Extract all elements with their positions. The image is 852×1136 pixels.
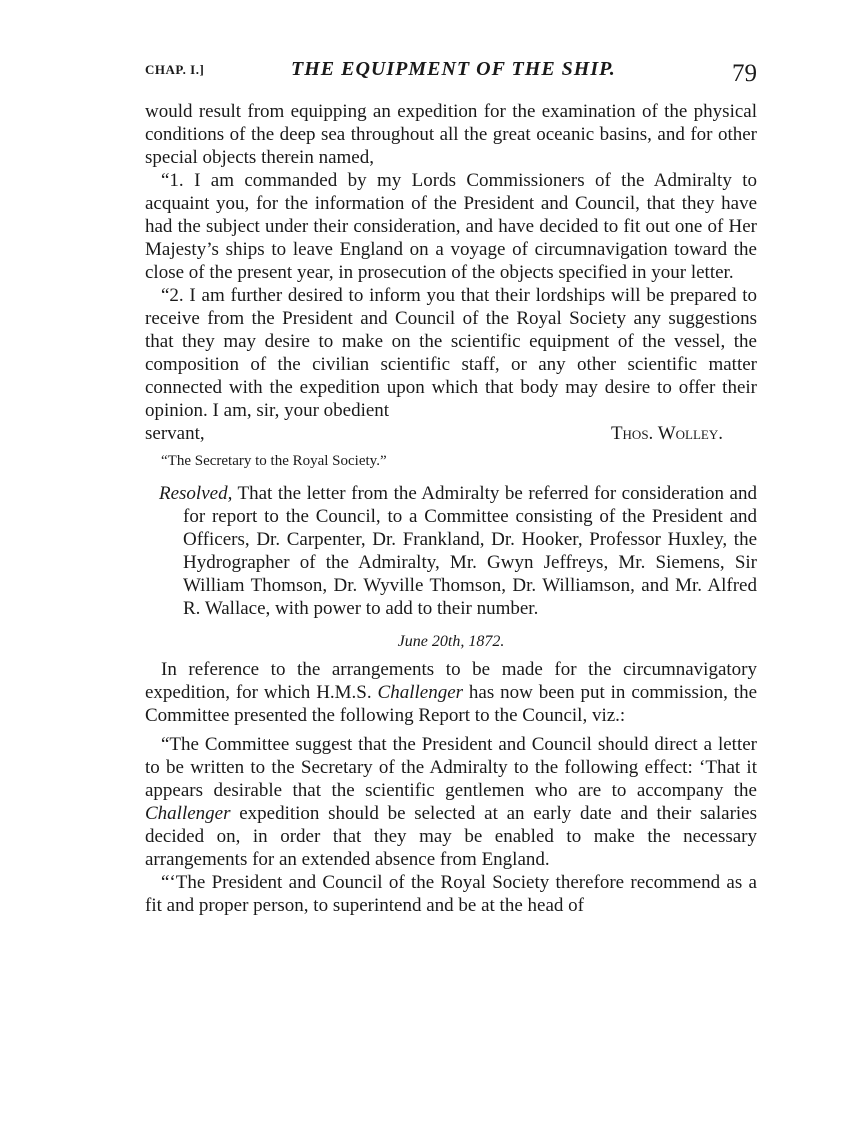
paragraph-continuation: would result from equipping an expedition for the examination of the physical conditions of the deep sea throughout all the great oceanic basins, and for other special objects therein named, — [145, 101, 757, 168]
section-date: June 20th, 1872. — [397, 633, 505, 650]
chapter-marker: CHAP. I.] — [145, 62, 205, 77]
letter-signature: Thos. Wolley. — [610, 423, 723, 444]
letter-paragraph-1: “1. I am commanded by my Lords Commissioners of the Admiralty to acquaint you, for the information of the President and Council, that they have had the subject under their consideration, and have decided to fit out one of Her Majesty’s ships to leave England on a voyage of circumnavigation toward the close of the present year, in prosecution of the objects specified in your letter. — [145, 170, 757, 283]
letter-addressee: “The Secretary to the Royal Society.” — [161, 453, 387, 469]
report-intro-text-a: In reference to the arrangements to be made for the circumnavigatory expedition, for which H.M.S. — [145, 659, 757, 703]
committee-text-a: “The Committee suggest that the President and Council should direct a letter to be written to the Secretary of the Admiralty to the following effect: ‘That it appears desirable that the scientific gentlemen who are to accompany the — [145, 734, 757, 801]
committee-suggestion-paragraph — [145, 733, 757, 871]
body-text — [145, 100, 757, 917]
running-title: THE EQUIPMENT OF THE SHIP. — [291, 58, 616, 80]
running-head — [145, 58, 757, 92]
report-intro-text-b: has now been put in commission, the Committee presented the following Report to the Council, viz.: — [145, 682, 758, 726]
resolution-text: That the letter from the Admiralty be referred for consideration and for report to the Council, to a Committee consisting of the President and Officers, Dr. Carpenter, Dr. Frankland, Dr. Hooker, Professor Huxley, the Hydrographer of the Admiralty, Mr. Gwyn Jeffreys, Mr. Siemens, Sir William Thomson, Dr. Wyville Thomson, Dr. Williamson, and Mr. Alfred R. Wallace, with power to add to their number. — [183, 483, 757, 619]
page-number: 79 — [732, 60, 757, 87]
committee-text-b: expedition should be selected at an early date and their salaries decided on, in order that they may be enabled to make the necessary arrangements for an extended absence from England. — [145, 803, 757, 870]
ship-name: Challenger — [145, 803, 231, 824]
report-intro-paragraph — [145, 658, 757, 727]
letter-closing: servant, — [145, 423, 205, 444]
letter-paragraph-2: “2. I am further desired to inform you that their lordships will be prepared to receive from the President and Council of the Royal Society any suggestions that they may desire to make on the scientific equipment of the vessel, the composition of the civilian scientific staff, or any other scientific matter connected with the expedition upon which that body may desire to offer their opinion. I am, sir, your obedient — [145, 285, 757, 421]
ship-name: Challenger — [377, 682, 464, 703]
resolution-paragraph — [145, 482, 757, 620]
recommendation-paragraph: “‘The President and Council of the Royal Society therefore recommend as a fit and proper person, to superintend and be at the head of — [145, 872, 757, 916]
signature-line — [145, 422, 757, 445]
resolved-label: Resolved, — [159, 483, 233, 504]
